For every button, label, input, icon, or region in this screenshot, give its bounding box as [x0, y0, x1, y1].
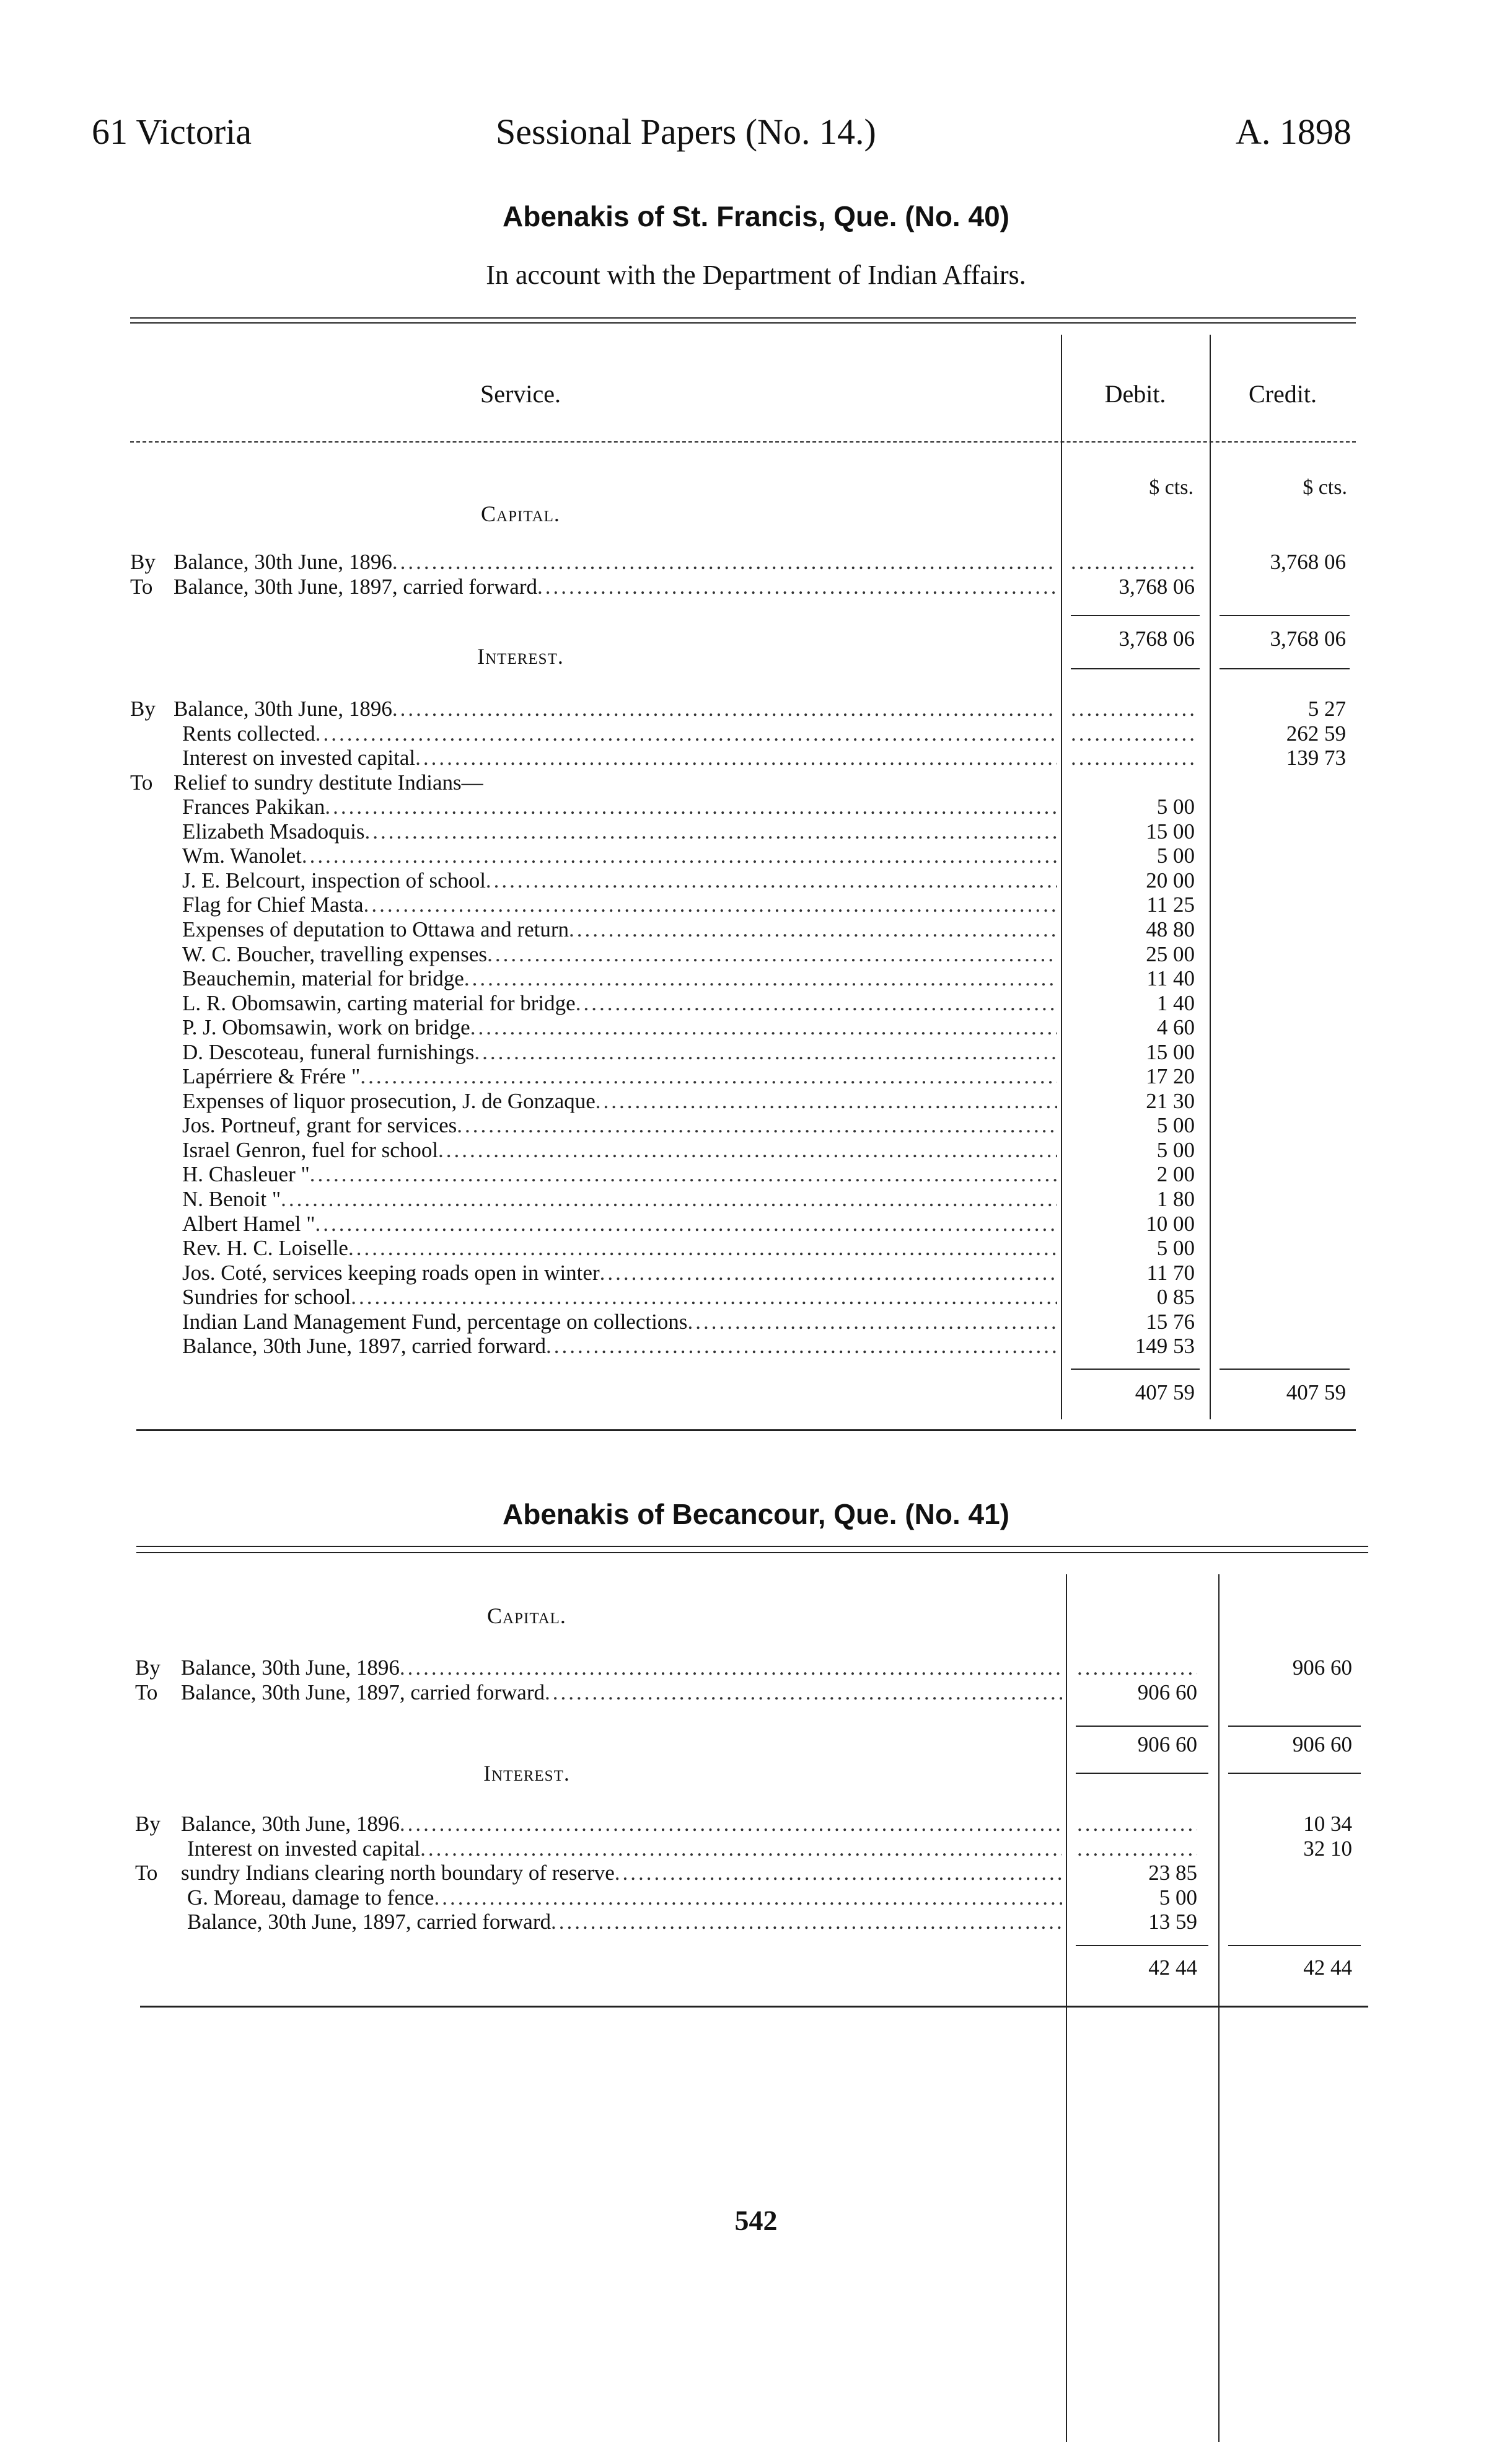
ledger-row [0, 771, 1512, 795]
row-label [182, 1016, 1057, 1039]
row-label-text: Balance, 30th June, 1896 [174, 550, 392, 574]
row-label-text: Expenses of liquor prosecution, J. de Gonzaque [182, 1088, 596, 1113]
ledger-row [0, 820, 1512, 844]
s2-capital-credit-underline [1228, 1726, 1361, 1727]
row-label [182, 1163, 1057, 1186]
table1-top-rule-2 [130, 322, 1356, 324]
leader-dots [392, 697, 1057, 721]
table2-credit-divider [1218, 1574, 1220, 2442]
debit-leader-dots [1071, 697, 1195, 721]
leader-dots [487, 943, 1057, 966]
section1-title: Abenakis of St. Francis, Que. (No. 40) [503, 200, 1009, 232]
ledger-row [0, 1114, 1512, 1137]
debit-amount: 11 25 [1146, 893, 1195, 917]
ledger-row [0, 575, 1512, 599]
row-label [182, 795, 1057, 819]
ledger-row [0, 795, 1512, 819]
leader-dots [281, 1188, 1057, 1211]
row-label [174, 575, 1057, 599]
leader-dots [537, 575, 1057, 599]
leader-dots [365, 820, 1057, 844]
capital-debit-total: 3,768 06 [1119, 627, 1195, 651]
row-label-text: N. Benoit " [182, 1187, 281, 1211]
row-prefix: By [135, 1812, 160, 1836]
row-label [182, 943, 1057, 966]
leader-dots [360, 1065, 1057, 1088]
s2-capital-total-underline-debit [1076, 1773, 1208, 1774]
s2-capital-total-underline-credit [1228, 1773, 1361, 1774]
leader-dots [600, 1261, 1057, 1285]
debit-amount: 10 00 [1146, 1211, 1195, 1236]
row-label [181, 1861, 1062, 1885]
leader-dots [434, 1886, 1062, 1910]
row-label-text: Albert Hamel " [182, 1211, 315, 1236]
row-label [182, 722, 1057, 746]
row-label-text: Balance, 30th June, 1897, carried forward [187, 1910, 552, 1934]
row-label [182, 1114, 1057, 1137]
credit-amount: 5 27 [1308, 697, 1346, 721]
s2-interest-heading: Interest. [483, 1761, 570, 1786]
table2-top-rule-2 [136, 1552, 1368, 1553]
row-label [182, 1041, 1057, 1064]
header-center: Sessional Papers (No. 14.) [496, 112, 876, 152]
row-label [181, 1812, 1062, 1836]
row-label [182, 1261, 1057, 1285]
debit-amount: 13 59 [1148, 1910, 1197, 1934]
leader-dots [438, 1139, 1057, 1162]
ledger-row [0, 1837, 1512, 1861]
row-label [174, 771, 1057, 795]
credit-amount: 262 59 [1286, 721, 1346, 746]
row-label [182, 1334, 1057, 1358]
leader-dots [400, 1812, 1062, 1836]
row-label-text: Balance, 30th June, 1897, carried forward [181, 1680, 545, 1704]
s2-interest-credit-total: 42 44 [1303, 1955, 1352, 1980]
debit-amount: 48 80 [1146, 917, 1195, 941]
ledger-row [0, 1065, 1512, 1088]
column-service-header: Service. [480, 380, 561, 408]
s2-capital-heading: Capital. [487, 1603, 566, 1628]
column-debit-header: Debit. [1104, 380, 1166, 408]
leader-dots [348, 1236, 1057, 1260]
debit-leader-dots [1077, 1656, 1197, 1680]
s2-interest-debit-total: 42 44 [1148, 1955, 1197, 1980]
table1-bottom-rule [136, 1429, 1356, 1431]
ledger-row [0, 1041, 1512, 1064]
row-label [187, 1910, 1062, 1934]
ledger-row [0, 992, 1512, 1015]
table1-top-rule [130, 317, 1356, 319]
row-label-text: Balance, 30th June, 1896 [181, 1655, 400, 1680]
row-label-text: Balance, 30th June, 1897, carried forward [182, 1334, 547, 1359]
table1-header-rule [130, 441, 1356, 443]
row-label-text: J. E. Belcourt, inspection of school [182, 868, 486, 893]
capital-debit-underline [1071, 615, 1200, 616]
s2-interest-debit-underline [1076, 1945, 1208, 1946]
leader-dots [576, 992, 1057, 1015]
table2-debit-divider [1066, 1574, 1067, 2442]
row-label-text: Balance, 30th June, 1896 [181, 1812, 400, 1836]
debit-units: $ cts. [1149, 476, 1193, 499]
debit-amount: 3,768 06 [1119, 574, 1195, 599]
debit-leader-dots [1077, 1812, 1197, 1836]
debit-amount: 5 00 [1159, 1885, 1197, 1910]
interest-debit-total: 407 59 [1135, 1380, 1195, 1404]
row-label [174, 550, 1057, 574]
ledger-row [0, 1861, 1512, 1885]
row-label-text: H. Chasleuer " [182, 1162, 310, 1187]
ledger-row [0, 1681, 1512, 1704]
row-prefix: By [130, 550, 156, 574]
table2-top-rule [136, 1546, 1368, 1547]
row-label [182, 1139, 1057, 1162]
leader-dots [400, 1656, 1062, 1680]
leader-dots [457, 1114, 1057, 1137]
header-left: 61 Victoria [92, 112, 252, 152]
debit-leader-dots [1071, 722, 1195, 746]
debit-amount: 4 60 [1156, 1015, 1195, 1040]
row-label-text: W. C. Boucher, travelling expenses [182, 941, 488, 966]
leader-dots [364, 893, 1057, 917]
leader-dots [551, 1910, 1062, 1934]
debit-amount: 21 30 [1146, 1088, 1195, 1113]
row-prefix: By [130, 697, 156, 721]
ledger-row [0, 1310, 1512, 1334]
ledger-row [0, 746, 1512, 770]
row-label [182, 1212, 1057, 1236]
ledger-row [0, 967, 1512, 990]
row-label-text: Balance, 30th June, 1897, carried forward [174, 574, 538, 599]
s2-capital-debit-underline [1076, 1726, 1208, 1727]
section1-subtitle: In account with the Department of Indian Affairs. [486, 260, 1026, 290]
leader-dots [569, 918, 1057, 941]
debit-amount: 5 00 [1156, 844, 1195, 868]
leader-dots [596, 1090, 1057, 1113]
row-label [182, 1310, 1057, 1334]
leader-dots [310, 1163, 1057, 1186]
row-label-text: Jos. Portneuf, grant for services [182, 1113, 457, 1138]
row-label [182, 820, 1057, 844]
row-label [182, 992, 1057, 1015]
row-label [182, 967, 1057, 990]
ledger-row [0, 1090, 1512, 1113]
debit-amount: 15 00 [1146, 819, 1195, 844]
row-prefix: To [135, 1680, 158, 1704]
interest-debit-underline [1071, 1369, 1200, 1370]
ledger-row [0, 943, 1512, 966]
row-label [182, 1285, 1057, 1309]
s2-interest-credit-underline [1228, 1945, 1361, 1946]
ledger-row [0, 1139, 1512, 1162]
leader-dots [325, 795, 1057, 819]
debit-amount: 149 53 [1135, 1334, 1195, 1359]
ledger-row [0, 1886, 1512, 1910]
table2-end-rule [140, 2006, 1368, 2008]
interest-credit-total: 407 59 [1286, 1380, 1346, 1404]
row-label [181, 1656, 1062, 1680]
row-label-text: Interest on invested capital [182, 746, 416, 770]
debit-amount: 0 85 [1156, 1285, 1195, 1310]
capital-heading: Capital. [481, 501, 560, 526]
debit-amount: 5 00 [1156, 795, 1195, 819]
header-right: A. 1898 [1236, 112, 1352, 152]
row-label-text: Expenses of deputation to Ottawa and return [182, 917, 569, 941]
row-label-text: Rev. H. C. Loiselle [182, 1236, 348, 1261]
row-label-text: Balance, 30th June, 1896 [174, 697, 392, 721]
row-label-text: Indian Land Management Fund, percentage on collections [182, 1309, 688, 1334]
row-prefix: By [135, 1655, 160, 1680]
debit-amount: 15 00 [1146, 1039, 1195, 1064]
row-label-text: Interest on invested capital [187, 1836, 421, 1861]
leader-dots [302, 844, 1057, 868]
row-label [182, 1065, 1057, 1088]
credit-amount: 139 73 [1286, 746, 1346, 770]
row-label-text: Lapérriere & Frére " [182, 1064, 361, 1089]
s2-capital-debit-total: 906 60 [1137, 1732, 1197, 1757]
debit-amount: 1 40 [1156, 990, 1195, 1015]
ledger-row [0, 1334, 1512, 1358]
ledger-row [0, 918, 1512, 941]
row-label [182, 746, 1057, 770]
row-label-text: D. Descoteau, funeral furnishings [182, 1039, 475, 1064]
ledger-row [0, 1261, 1512, 1285]
debit-amount: 20 00 [1146, 868, 1195, 893]
debit-amount: 17 20 [1146, 1064, 1195, 1089]
leader-dots [315, 1212, 1058, 1236]
ledger-row [0, 1812, 1512, 1836]
ledger-row [0, 1016, 1512, 1039]
row-label [187, 1837, 1062, 1861]
ledger-row [0, 722, 1512, 746]
capital-credit-underline [1220, 615, 1350, 616]
debit-amount: 5 00 [1156, 1236, 1195, 1261]
row-label-text: Rents collected [182, 721, 315, 746]
debit-leader-dots [1071, 746, 1195, 770]
row-label-text: Flag for Chief Masta [182, 893, 364, 917]
row-label-text: Frances Pakikan [182, 795, 325, 819]
row-label-text: Wm. Wanolet [182, 844, 302, 868]
ledger-row [0, 869, 1512, 893]
debit-leader-dots [1077, 1837, 1197, 1861]
interest-heading: Interest. [477, 644, 564, 669]
page-number: 542 [734, 2205, 778, 2236]
ledger-row [0, 893, 1512, 917]
column-credit-header: Credit. [1249, 380, 1317, 408]
leader-dots [415, 746, 1057, 770]
capital-total-underline-credit [1220, 668, 1350, 669]
leader-dots [615, 1861, 1062, 1885]
leader-dots [420, 1837, 1062, 1861]
row-label [182, 869, 1057, 893]
ledger-row [0, 1285, 1512, 1309]
leader-dots [464, 967, 1057, 990]
debit-leader-dots [1071, 550, 1195, 574]
row-label-text: Elizabeth Msadoquis [182, 819, 365, 844]
row-prefix: To [130, 770, 153, 795]
credit-amount: 906 60 [1292, 1655, 1352, 1680]
leader-dots [315, 722, 1057, 746]
row-label-text: Sundries for school [182, 1285, 351, 1310]
row-label [182, 893, 1057, 917]
row-label [182, 1090, 1057, 1113]
debit-amount: 906 60 [1137, 1680, 1197, 1704]
row-label-text: L. R. Obomsawin, carting material for bridge [182, 990, 576, 1015]
row-label [182, 918, 1057, 941]
credit-amount: 10 34 [1303, 1812, 1352, 1836]
debit-amount: 11 70 [1146, 1260, 1195, 1285]
ledger-row [0, 1656, 1512, 1680]
ledger-row [0, 1188, 1512, 1211]
row-label-text: Israel Genron, fuel for school [182, 1137, 439, 1162]
interest-credit-underline [1220, 1369, 1350, 1370]
row-label [174, 697, 1057, 721]
row-label [187, 1886, 1062, 1910]
row-prefix: To [135, 1861, 158, 1885]
row-label-text: P. J. Obomsawin, work on bridge [182, 1015, 470, 1040]
debit-amount: 1 80 [1156, 1187, 1195, 1211]
capital-total-underline-debit [1071, 668, 1200, 669]
debit-amount: 23 85 [1148, 1861, 1197, 1885]
row-label-text: sundry Indians clearing north boundary of reserve [181, 1861, 615, 1885]
leader-dots [486, 869, 1057, 893]
ledger-row [0, 1236, 1512, 1260]
capital-credit-total: 3,768 06 [1270, 627, 1346, 651]
ledger-row [0, 1910, 1512, 1934]
leader-dots [470, 1016, 1057, 1039]
leader-dots [392, 550, 1057, 574]
credit-amount: 32 10 [1303, 1836, 1352, 1861]
credit-amount: 3,768 06 [1270, 550, 1346, 574]
s2-capital-credit-total: 906 60 [1292, 1732, 1352, 1757]
ledger-row [0, 697, 1512, 721]
leader-dots [351, 1285, 1057, 1309]
row-label [181, 1681, 1062, 1704]
row-label-text: Beauchemin, material for bridge [182, 966, 464, 991]
ledger-row [0, 1163, 1512, 1186]
ledger-row [0, 844, 1512, 868]
debit-amount: 5 00 [1156, 1113, 1195, 1138]
row-label-text: G. Moreau, damage to fence [187, 1885, 434, 1910]
row-prefix: To [130, 574, 153, 599]
leader-dots [546, 1334, 1057, 1358]
ledger-row [0, 1212, 1512, 1236]
row-label-text: Jos. Coté, services keeping roads open in winter [182, 1260, 600, 1285]
row-label [182, 844, 1057, 868]
leader-dots [474, 1041, 1057, 1064]
row-label [182, 1236, 1057, 1260]
row-label-text: Relief to sundry destitute Indians— [174, 770, 483, 795]
credit-units: $ cts. [1303, 476, 1347, 499]
ledger-row [0, 550, 1512, 574]
leader-dots [687, 1310, 1057, 1334]
debit-amount: 2 00 [1156, 1162, 1195, 1187]
debit-amount: 5 00 [1156, 1137, 1195, 1162]
section2-title: Abenakis of Becancour, Que. (No. 41) [503, 1498, 1009, 1530]
debit-amount: 25 00 [1146, 941, 1195, 966]
row-label [182, 1188, 1057, 1211]
debit-amount: 15 76 [1146, 1309, 1195, 1334]
leader-dots [545, 1681, 1062, 1704]
debit-amount: 11 40 [1146, 966, 1195, 991]
